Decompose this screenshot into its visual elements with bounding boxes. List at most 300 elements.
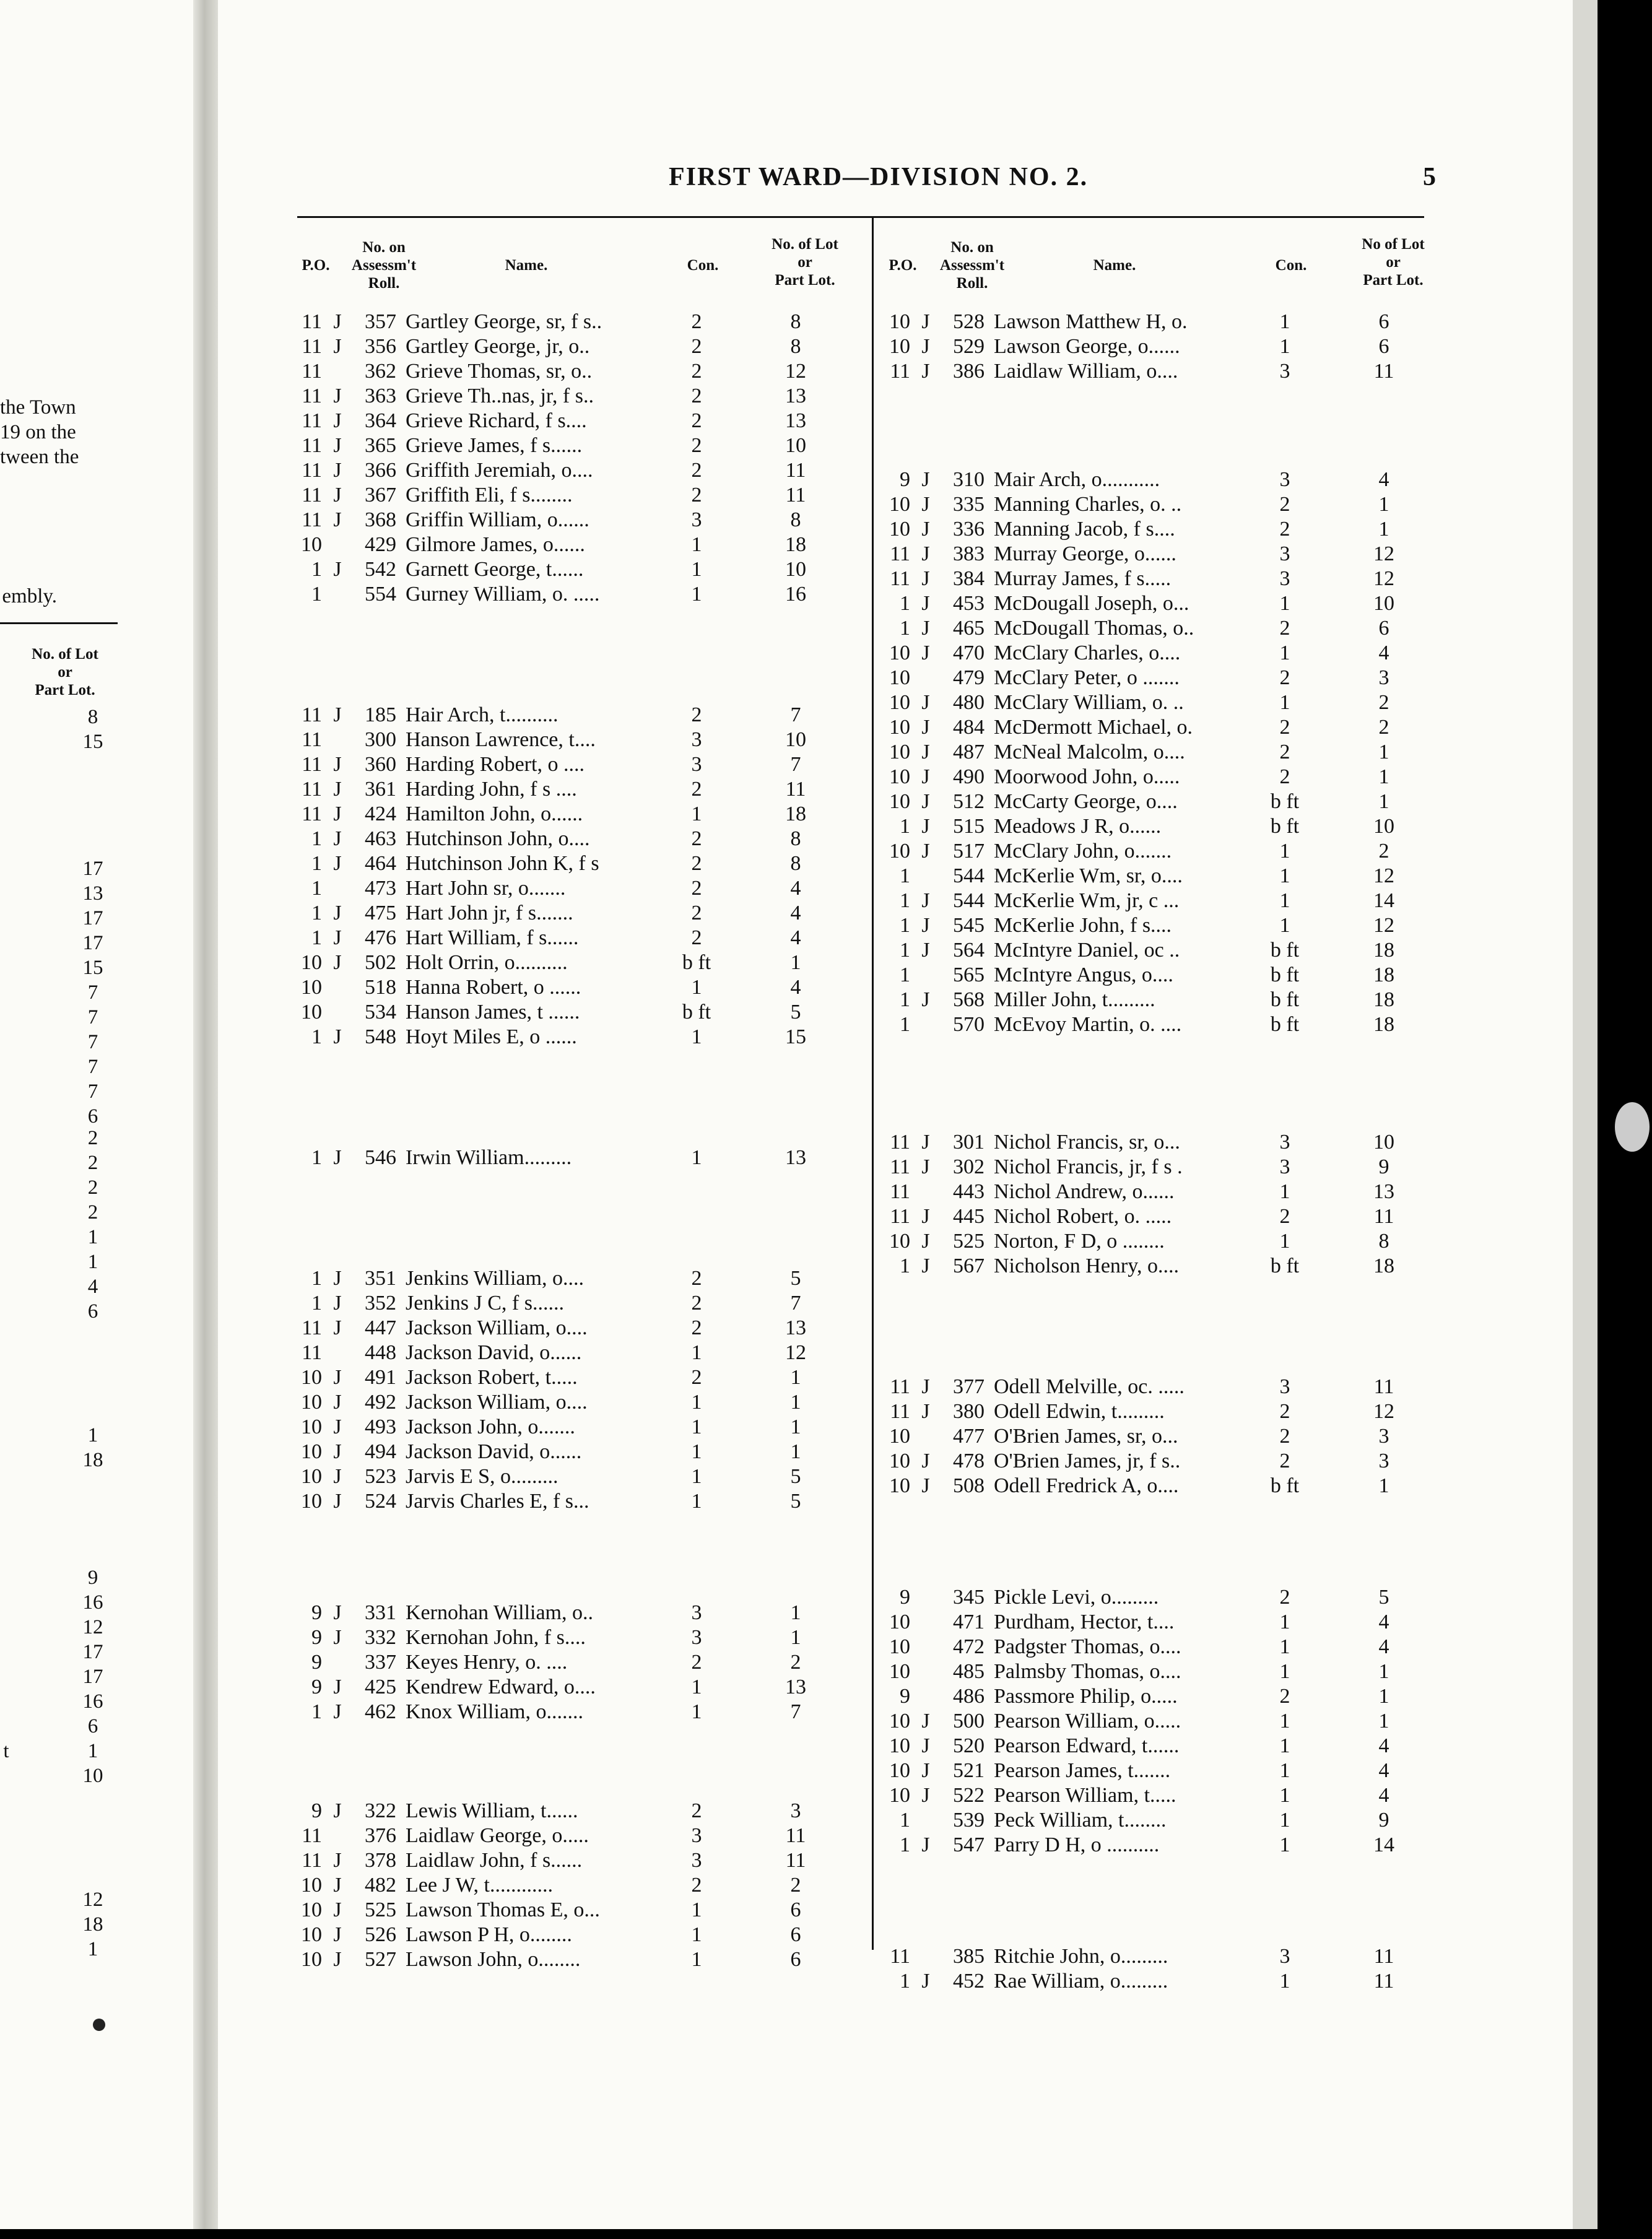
lot-cell: 4 [1378,1759,1389,1782]
table-row [873,740,1455,765]
po-cell: 1 [900,1254,910,1277]
con-cell: b ft [1270,1474,1300,1497]
name-cell: Hamilton John, o...... [406,802,583,825]
j-cell: J [333,385,342,407]
con-cell: 3 [1279,1945,1290,1968]
name-cell: McIntyre Daniel, oc .. [994,939,1180,962]
con-cell: 2 [691,852,702,875]
table-row [285,1291,867,1316]
margin-lot-number: 6 [87,1715,98,1737]
roll-cell: 385 [953,1945,985,1968]
j-cell: J [921,939,930,962]
con-cell: 2 [1279,1400,1290,1423]
roll-cell: 490 [953,765,985,788]
margin-lot-number: 2 [87,1127,98,1149]
con-cell: 3 [691,1849,702,1872]
lot-cell: 4 [1378,468,1389,491]
table-row [873,1130,1455,1155]
col-head-roll: Roll. [956,275,988,292]
j-cell: J [333,1366,342,1389]
name-cell: Jackson Robert, t..... [406,1366,578,1389]
name-cell: Lawson P H, o........ [406,1923,572,1946]
j-cell: J [333,1025,342,1048]
roll-cell: 527 [365,1948,396,1971]
roll-cell: 445 [953,1205,985,1228]
name-cell: Rae William, o......... [994,1970,1168,1993]
roll-cell: 448 [365,1341,396,1364]
con-cell: 1 [1279,1759,1290,1782]
roll-cell: 475 [365,902,396,924]
margin-lot-number: 7 [87,1006,98,1028]
con-cell: 1 [691,1465,702,1488]
name-cell: McKerlie John, f s.... [994,914,1172,937]
name-cell: Jackson William, o.... [406,1316,588,1339]
lot-cell: 18 [1373,1013,1394,1036]
roll-cell: 548 [365,1025,396,1048]
name-cell: Lawson Thomas E, o... [406,1898,600,1921]
roll-cell: 429 [365,533,396,556]
table-row [285,384,867,409]
po-cell: 11 [890,542,910,565]
con-cell: 2 [691,434,702,457]
po-cell: 10 [301,1948,322,1971]
lot-cell: 1 [1378,493,1389,516]
po-cell: 10 [889,310,910,333]
j-cell: J [333,1440,342,1463]
margin-lot-number: 6 [87,1105,98,1128]
lot-cell: 4 [1378,1734,1389,1757]
roll-cell: 525 [365,1898,396,1921]
con-cell: 2 [1279,518,1290,541]
name-cell: Laidlaw William, o.... [994,360,1178,383]
lot-cell: 7 [790,1700,801,1723]
con-cell: 1 [691,1440,702,1463]
con-cell: 1 [1279,641,1290,664]
lot-cell: 1 [790,1601,801,1624]
name-cell: Jackson William, o.... [406,1391,588,1414]
name-cell: Pearson William, o..... [994,1710,1181,1733]
table-row [873,938,1455,963]
con-cell: 2 [691,1799,702,1822]
j-cell: J [921,360,930,383]
lot-cell: 13 [785,1316,806,1339]
po-cell: 1 [900,617,910,640]
po-cell: 10 [301,1465,322,1488]
table-row [873,1229,1455,1254]
con-cell: 2 [1279,741,1290,763]
table-row [873,542,1455,567]
roll-cell: 465 [953,617,985,640]
j-cell: J [921,1474,930,1497]
con-cell: 1 [1279,914,1290,937]
con-cell: 1 [1279,1809,1290,1832]
lot-cell: 5 [790,1267,801,1290]
j-cell: J [333,434,342,457]
po-cell: 11 [890,360,910,383]
roll-cell: 500 [953,1710,985,1733]
j-cell: J [921,1710,930,1733]
table-row [873,1734,1455,1759]
name-cell: Grieve James, f s...... [406,434,583,457]
table-row [873,1610,1455,1635]
con-cell: 1 [1279,1635,1290,1658]
table-row [285,1146,867,1170]
col-head-name: Name. [1093,257,1136,274]
table-row [873,641,1455,666]
j-cell: J [333,1626,342,1649]
po-cell: 1 [900,592,910,615]
table-row [873,1783,1455,1808]
roll-cell: 568 [953,988,985,1011]
con-cell: 2 [691,877,702,900]
roll-cell: 471 [953,1611,985,1633]
con-cell: 1 [691,976,702,999]
margin-heading: No. of Lot or Part Lot. [32,646,98,698]
con-cell: 2 [691,703,702,726]
lot-cell: 1 [790,1391,801,1414]
table-row [285,1415,867,1440]
con-cell: b ft [1270,963,1300,986]
roll-cell: 518 [365,976,396,999]
roll-cell: 361 [365,778,396,801]
po-cell: 10 [889,1734,910,1757]
con-cell: 1 [1279,889,1290,912]
roll-cell: 453 [953,592,985,615]
po-cell: 9 [900,468,910,491]
po-cell: 11 [302,778,322,801]
name-cell: Lee J W, t............ [406,1874,553,1897]
j-cell: J [333,335,342,358]
margin-lot-number: 1 [87,1251,98,1273]
po-cell: 10 [301,1874,322,1897]
lot-cell: 18 [785,802,806,825]
lot-cell: 13 [785,409,806,432]
lot-cell: 6 [790,1923,801,1946]
roll-cell: 565 [953,963,985,986]
name-cell: Murray George, o...... [994,542,1176,565]
con-cell: 2 [691,778,702,801]
po-cell: 11 [890,567,910,590]
lot-cell: 5 [790,1465,801,1488]
table-row [873,814,1455,839]
con-cell: 2 [691,459,702,482]
j-cell: J [333,1415,342,1438]
con-cell: 1 [1279,1230,1290,1253]
roll-cell: 482 [365,1874,396,1897]
con-cell: 1 [1279,1611,1290,1633]
table-row [873,864,1455,889]
table-row [285,1025,867,1050]
lot-cell: 1 [790,1366,801,1389]
con-cell: 1 [1279,1784,1290,1807]
po-cell: 11 [302,459,322,482]
name-cell: Hoyt Miles E, o ...... [406,1025,577,1048]
con-cell: 1 [691,1490,702,1513]
con-cell: 2 [691,409,702,432]
con-cell: 2 [691,926,702,949]
lot-cell: 3 [790,1799,801,1822]
con-cell: b ft [1270,815,1300,838]
po-cell: 11 [302,434,322,457]
j-cell: J [333,1146,342,1169]
po-cell: 9 [900,1586,910,1609]
po-cell: 10 [889,691,910,714]
con-cell: 2 [691,1874,702,1897]
page-edge-shadow [1573,0,1598,2229]
lot-cell: 5 [790,1490,801,1513]
name-cell: Jackson David, o...... [406,1440,582,1463]
po-cell: 10 [889,666,910,689]
ink-blot [1615,1102,1650,1152]
name-cell: Jackson David, o...... [406,1341,582,1364]
lot-cell: 6 [790,1948,801,1971]
name-cell: Nichol Robert, o. ..... [994,1205,1172,1228]
lot-cell: 2 [1378,840,1389,863]
name-cell: Pearson William, t..... [994,1784,1176,1807]
col-head-roll: Roll. [368,275,400,292]
lot-cell: 3 [1378,1450,1389,1472]
roll-cell: 525 [953,1230,985,1253]
po-cell: 10 [301,533,322,556]
table-row [285,1675,867,1700]
lot-cell: 18 [1373,988,1394,1011]
table-row [285,950,867,975]
roll-cell: 515 [953,815,985,838]
po-cell: 11 [302,409,322,432]
table-row [285,533,867,557]
name-cell: Kernohan John, f s.... [406,1626,586,1649]
name-cell: Hutchinson John, o.... [406,827,590,850]
con-cell: b ft [682,1001,711,1024]
po-cell: 11 [302,703,322,726]
table-row [873,1254,1455,1279]
name-cell: Hanna Robert, o ...... [406,976,581,999]
j-cell: J [921,765,930,788]
name-cell: Hair Arch, t.......... [406,703,559,726]
con-cell: 1 [1279,1734,1290,1757]
roll-cell: 546 [365,1146,396,1169]
j-cell: J [921,840,930,863]
table-row [285,1848,867,1873]
po-cell: 11 [890,1375,910,1398]
margin-lot-number: 9 [87,1567,98,1589]
roll-cell: 383 [953,542,985,565]
roll-cell: 367 [365,484,396,506]
margin-lot-number: 2 [87,1152,98,1174]
con-cell: 1 [691,802,702,825]
con-cell: 3 [691,1626,702,1649]
po-cell: 10 [889,518,910,541]
lot-cell: 8 [790,852,801,875]
roll-cell: 487 [953,741,985,763]
margin-lot-number: 16 [82,1690,103,1713]
po-cell: 1 [900,889,910,912]
table-row [285,1464,867,1489]
name-cell: Parry D H, o .......... [994,1833,1160,1856]
j-cell: J [921,1205,930,1228]
roll-cell: 185 [365,703,396,726]
j-cell: J [333,926,342,949]
name-cell: Kernohan William, o.. [406,1601,593,1624]
name-cell: Hutchinson John K, f s [406,852,599,875]
table-row [285,1824,867,1848]
con-cell: 1 [691,1923,702,1946]
margin-lot-number: 1 [87,1226,98,1248]
roll-cell: 520 [953,1734,985,1757]
j-cell: J [921,716,930,739]
j-cell: J [921,542,930,565]
j-cell: J [333,1898,342,1921]
po-cell: 1 [900,1013,910,1036]
name-cell: Peck William, t........ [994,1809,1167,1832]
lot-cell: 11 [1373,1205,1394,1228]
j-cell: J [333,1490,342,1513]
lot-cell: 6 [1378,617,1389,640]
name-cell: Kendrew Edward, o.... [406,1676,596,1698]
con-cell: 3 [1279,1131,1290,1154]
po-cell: 10 [889,493,910,516]
name-cell: Mair Arch, o........... [994,468,1160,491]
lot-cell: 11 [1373,1945,1394,1968]
con-cell: 1 [691,583,702,606]
j-cell: J [333,1874,342,1897]
lot-cell: 4 [1378,1635,1389,1658]
lot-cell: 3 [1378,666,1389,689]
con-cell: 2 [691,1267,702,1290]
con-cell: 2 [691,360,702,383]
table-row [873,1399,1455,1424]
lot-cell: 13 [785,1146,806,1169]
lot-cell: 2 [1378,691,1389,714]
roll-cell: 472 [953,1635,985,1658]
po-cell: 11 [890,1400,910,1423]
j-cell: J [333,1601,342,1624]
name-cell: Gilmore James, o...... [406,533,585,556]
con-cell: 2 [1279,716,1290,739]
j-cell: J [333,753,342,776]
roll-cell: 564 [953,939,985,962]
j-cell: J [921,741,930,763]
roll-cell: 493 [365,1415,396,1438]
name-cell: Miller John, t......... [994,988,1155,1011]
lot-cell: 11 [785,459,806,482]
table-row [285,876,867,901]
table-row [285,1316,867,1341]
roll-cell: 502 [365,951,396,974]
margin-lot-number: 2 [87,1176,98,1199]
roll-cell: 547 [953,1833,985,1856]
table-row [873,334,1455,359]
po-cell: 10 [889,641,910,664]
con-cell: 2 [1279,1685,1290,1708]
name-cell: Moorwood John, o..... [994,765,1180,788]
j-cell: J [333,1948,342,1971]
lot-cell: 18 [785,533,806,556]
po-cell: 11 [302,753,322,776]
con-cell: 2 [1279,617,1290,640]
po-cell: 10 [889,1611,910,1633]
con-cell: 1 [691,1146,702,1169]
table-row [873,1375,1455,1399]
name-cell: Lawson Matthew H, o. [994,310,1188,333]
con-cell: 1 [1279,1180,1290,1203]
name-cell: McEvoy Martin, o. .... [994,1013,1182,1036]
j-cell: J [921,1400,930,1423]
lot-cell: 14 [1373,1833,1394,1856]
con-cell: 3 [691,1824,702,1847]
con-cell: 2 [691,902,702,924]
table-row [873,889,1455,913]
j-cell: J [333,1316,342,1339]
lot-cell: 5 [1378,1586,1389,1609]
name-cell: Pearson James, t....... [994,1759,1171,1782]
po-cell: 1 [311,583,322,606]
j-cell: J [333,1700,342,1723]
con-cell: 3 [691,728,702,751]
j-cell: J [333,1923,342,1946]
roll-cell: 337 [365,1651,396,1674]
name-cell: Irwin William......... [406,1146,572,1169]
name-cell: McDermott Michael, o. [994,716,1193,739]
name-cell: Jarvis E S, o......... [406,1465,559,1488]
roll-cell: 368 [365,508,396,531]
roll-cell: 473 [365,877,396,900]
table-row [873,492,1455,517]
lot-cell: 9 [1378,1809,1389,1832]
con-cell: 1 [691,1415,702,1438]
con-cell: 1 [691,1341,702,1364]
roll-cell: 362 [365,360,396,383]
lot-cell: 4 [790,902,801,924]
name-cell: Murray James, f s..... [994,567,1172,590]
name-cell: Nichol Francis, sr, o... [994,1131,1180,1154]
lot-cell: 18 [1373,963,1394,986]
roll-cell: 485 [953,1660,985,1683]
table-row [873,690,1455,715]
lot-cell: 10 [1373,1131,1394,1154]
po-cell: 10 [889,1784,910,1807]
roll-cell: 447 [365,1316,396,1339]
lot-cell: 1 [1378,1710,1389,1733]
con-cell: 1 [1279,864,1290,887]
lot-cell: 8 [790,827,801,850]
roll-cell: 357 [365,310,396,333]
j-cell: J [921,988,930,1011]
margin-lot-number: 18 [82,1913,103,1936]
j-cell: J [921,641,930,664]
lot-cell: 13 [1373,1180,1394,1203]
name-cell: Lawson John, o........ [406,1948,581,1971]
roll-cell: 486 [953,1685,985,1708]
name-cell: Pickle Levi, o......... [994,1586,1159,1609]
po-cell: 10 [301,976,322,999]
j-cell: J [921,1734,930,1757]
name-cell: Knox William, o....... [406,1700,583,1723]
con-cell: 2 [1279,765,1290,788]
roll-cell: 300 [365,728,396,751]
lot-cell: 5 [790,1001,801,1024]
lot-cell: 13 [785,1676,806,1698]
po-cell: 1 [900,1809,910,1832]
roll-cell: 479 [953,666,985,689]
roll-cell: 480 [953,691,985,714]
lot-cell: 12 [1373,1400,1394,1423]
table-row [285,1799,867,1824]
table-row [285,433,867,458]
po-cell: 10 [889,840,910,863]
table-row [285,1625,867,1650]
table-row [873,1684,1455,1709]
